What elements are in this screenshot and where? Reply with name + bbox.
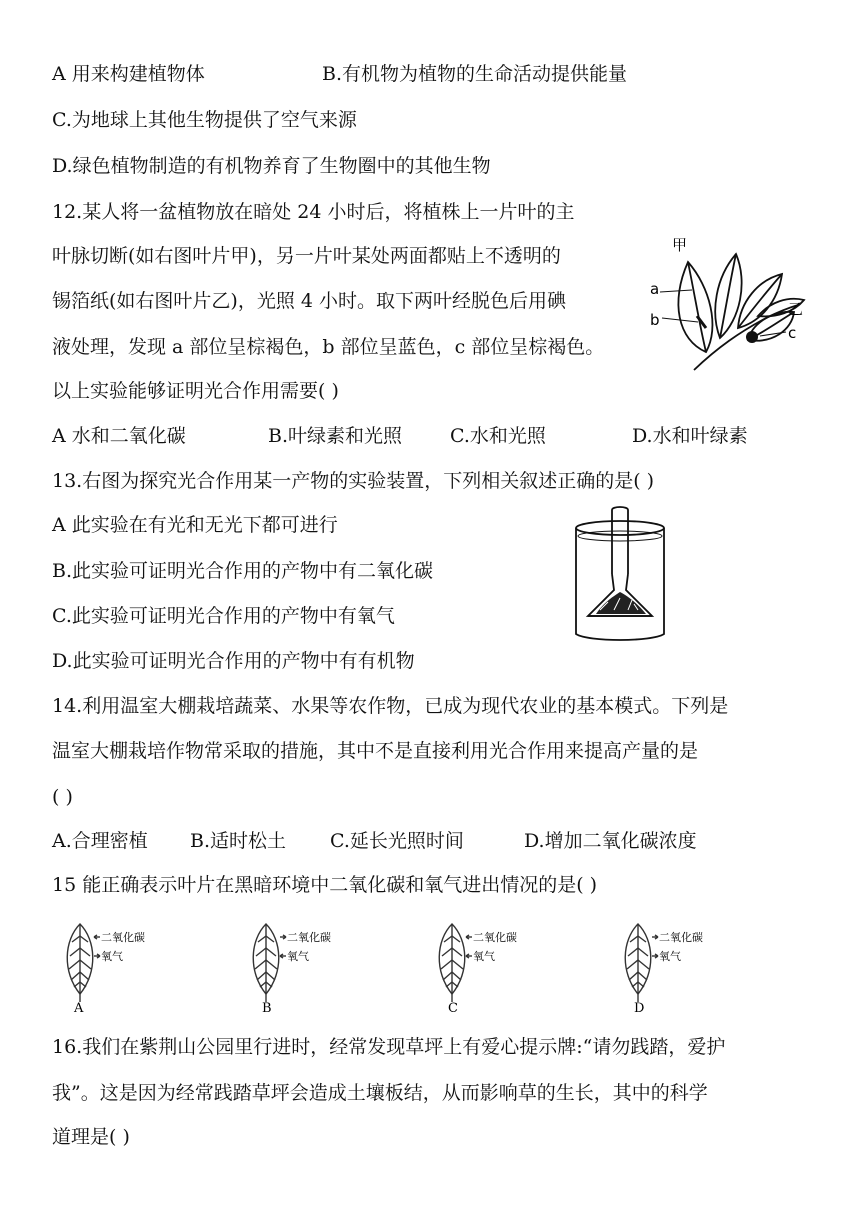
leaf-d-co2: 二氧化碳 (659, 931, 703, 944)
leaf-d-o2: 氧气 (659, 950, 681, 963)
leaf-figure-c (430, 916, 530, 1016)
q13-option-a: A 此实验在有光和无光下都可进行 (52, 514, 338, 536)
q13-option-c: C.此实验可证明光合作用的产物中有氧气 (52, 605, 395, 627)
q12-option-c: C.水和光照 (450, 425, 546, 447)
label-b: b (650, 311, 660, 329)
leaf-figure-a (58, 916, 158, 1016)
leaf-b-co2: 二氧化碳 (287, 931, 331, 944)
leaf-branch-figure (648, 232, 808, 382)
q12-stem-line-1: 12.某人将一盆植物放在暗处 24 小时后，将植株上一片叶的主 (52, 201, 575, 223)
q14-stem-line-2: 温室大棚栽培作物常采取的措施，其中不是直接利用光合作用来提高产量的是 (52, 740, 699, 762)
q16-stem-line-2: 我”。这是因为经常践踏草坪会造成土壤板结，从而影响草的生长，其中的科学 (52, 1082, 708, 1104)
q12-option-a: A 水和二氧化碳 (52, 425, 186, 447)
q16-stem-line-1: 16.我们在紫荆山公园里行进时，经常发现草坪上有爱心提示牌:“请勿践踏，爱护 (52, 1036, 726, 1058)
foil-spot-c (746, 331, 758, 343)
q12-option-b: B.叶绿素和光照 (268, 425, 403, 447)
leaf-figure-b (244, 916, 344, 1016)
q11-option-a: A 用来构建植物体 (52, 63, 205, 85)
label-a: a (650, 280, 660, 298)
leaf-b-letter: B (262, 1001, 272, 1016)
leaf-figure-d (616, 916, 716, 1016)
q12-stem-line-2: 叶脉切断(如右图叶片甲)，另一片叶某处两面都贴上不透明的 (52, 245, 561, 267)
q11-option-c: C.为地球上其他生物提供了空气来源 (52, 109, 357, 131)
q13-option-d: D.此实验可证明光合作用的产物中有有机物 (52, 650, 415, 672)
leaf-d-letter: D (634, 1001, 645, 1016)
leaf-c-co2: 二氧化碳 (473, 931, 517, 944)
q15-stem: 15 能正确表示叶片在黑暗环境中二氧化碳和氧气进出情况的是( ) (52, 874, 598, 896)
q14-option-c: C.延长光照时间 (330, 830, 464, 852)
q14-option-d: D.增加二氧化碳浓度 (524, 830, 697, 852)
leaf-a-co2: 二氧化碳 (101, 931, 145, 944)
leaf-c-o2: 氧气 (473, 950, 495, 963)
q14-option-b: B.适时松土 (190, 830, 287, 852)
q13-option-b: B.此实验可证明光合作用的产物中有二氧化碳 (52, 560, 434, 582)
q13-stem: 13.右图为探究光合作用某一产物的实验装置，下列相关叙述正确的是( ) (52, 470, 655, 492)
q11-option-d: D.绿色植物制造的有机物养育了生物圈中的其他生物 (52, 155, 491, 177)
label-yi: 乙 (788, 300, 804, 318)
q14-stem-line-3: ( ) (52, 786, 73, 808)
q11-option-b: B.有机物为植物的生命活动提供能量 (322, 63, 628, 85)
leaf-a-letter: A (74, 1001, 84, 1016)
leaf-c-letter: C (448, 1001, 458, 1016)
q12-stem-line-5: 以上实验能够证明光合作用需要( ) (52, 380, 339, 402)
q12-stem-line-3: 锡箔纸(如右图叶片乙)，光照 4 小时。取下两叶经脱色后用碘 (52, 290, 566, 312)
q12-stem-line-4: 液处理，发现 a 部位呈棕褐色，b 部位呈蓝色，c 部位呈棕褐色。 (52, 336, 605, 358)
leaf-b-o2: 氧气 (287, 950, 309, 963)
label-jia: 甲 (672, 236, 688, 254)
q16-stem-line-3: 道理是( ) (52, 1126, 130, 1148)
beaker-apparatus-figure (568, 506, 672, 646)
label-c: c (788, 324, 797, 342)
leaf-a-o2: 氧气 (101, 950, 123, 963)
q14-stem-line-1: 14.利用温室大棚栽培蔬菜、水果等农作物，已成为现代农业的基本模式。下列是 (52, 695, 729, 717)
q12-option-d: D.水和叶绿素 (632, 425, 748, 447)
q14-option-a: A.合理密植 (52, 830, 148, 852)
